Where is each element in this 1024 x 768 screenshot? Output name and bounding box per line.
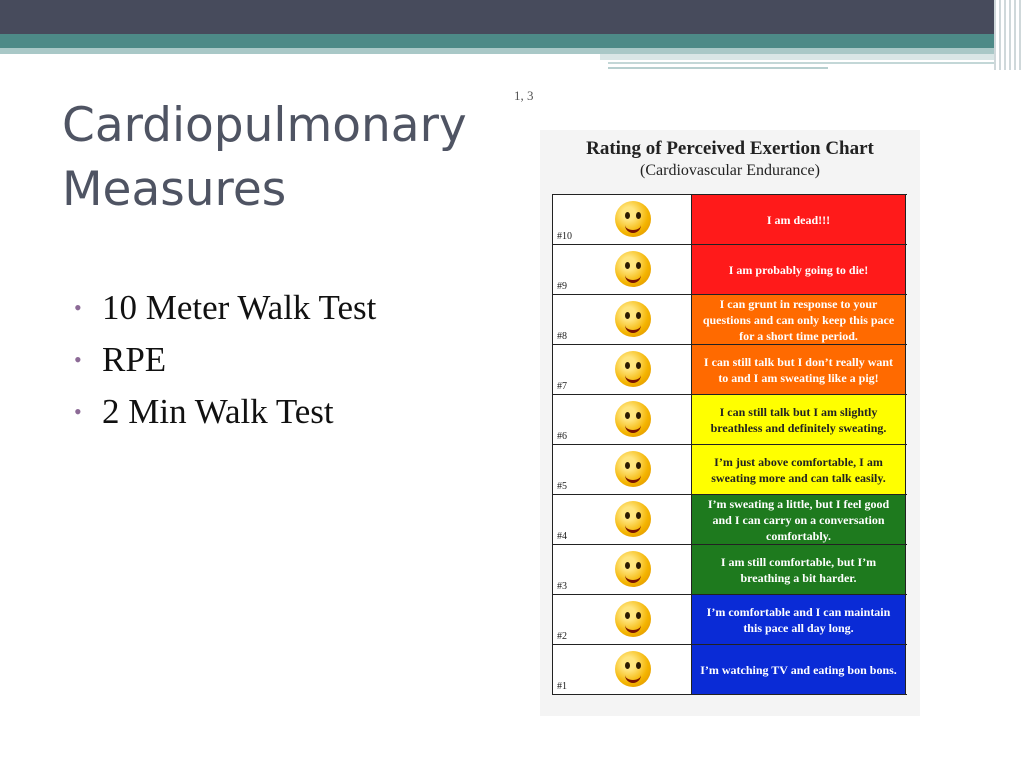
face-mouth [625,673,641,683]
emoji-face-icon [615,351,651,387]
bullet-list [74,282,376,438]
header-band-light-right [600,54,1024,60]
rpe-row [553,195,907,245]
rpe-level-cell [553,245,692,294]
emoji-face-icon [615,501,651,537]
face-eye [625,362,630,369]
face-mouth [625,523,641,533]
face-mouth [625,373,641,383]
face-eye [625,662,630,669]
bullet-icon: • [74,399,82,424]
rpe-description: I’m comfortable and I can maintain this pace all day long. [692,595,906,644]
face-mouth [625,423,641,433]
emoji-face-icon [615,401,651,437]
face-eye [636,512,641,519]
rpe-description: I’m sweating a little, but I feel good and I can carry on a conversation comfortably. [692,495,906,544]
rpe-level-cell [553,595,692,644]
emoji-face-icon [615,601,651,637]
header-band-teal [0,34,1024,48]
reference-superscript: 1, 3 [514,88,534,103]
rpe-level-number: #2 [557,631,567,642]
face-eye [636,562,641,569]
face-eye [625,512,630,519]
face-eye [636,362,641,369]
bullet-item: • RPE [74,334,376,386]
face-eye [625,312,630,319]
face-eye [636,462,641,469]
rpe-description: I’m just above comfortable, I am sweating more and can talk easily. [692,445,906,494]
bullet-item: • 2 Min Walk Test [74,386,376,438]
face-eye [636,262,641,269]
emoji-face-icon [615,251,651,287]
rpe-level-cell [553,345,692,394]
header-line [608,62,1024,64]
rpe-level-cell [553,445,692,494]
rpe-row [553,645,907,695]
rpe-level-cell [553,495,692,544]
rpe-level-number: #10 [557,231,572,242]
rpe-row [553,345,907,395]
rpe-description: I’m watching TV and eating bon bons. [692,645,906,694]
rpe-description: I am probably going to die! [692,245,906,294]
bullet-icon: • [74,295,82,320]
face-eye [625,462,630,469]
rpe-description: I am still comfortable, but I’m breathing a bit harder. [692,545,906,594]
face-mouth [625,623,641,633]
rpe-row [553,245,907,295]
emoji-face-icon [615,651,651,687]
rpe-level-cell [553,395,692,444]
face-eye [625,412,630,419]
rpe-level-number: #3 [557,581,567,592]
rpe-level-number: #8 [557,331,567,342]
header-line-short [608,67,828,69]
chart-subtitle: (Cardiovascular Endurance) [640,162,820,179]
face-eye [625,212,630,219]
emoji-face-icon [615,551,651,587]
rpe-chart [540,130,920,716]
face-eye [636,212,641,219]
slide-title: Cardiopulmonary Measures [62,98,467,217]
rpe-level-cell [553,295,692,344]
rpe-description: I can grunt in response to your questions and can only keep this pace for a short time period. [692,295,906,344]
emoji-face-icon [615,451,651,487]
rpe-level-number: #7 [557,381,567,392]
rpe-level-number: #1 [557,681,567,692]
bullet-item: • 10 Meter Walk Test [74,282,376,334]
bullet-icon: • [74,347,82,372]
face-eye [625,262,630,269]
rpe-level-number: #4 [557,531,567,542]
rpe-description: I can still talk but I am slightly breathless and definitely sweating. [692,395,906,444]
rpe-description: I am dead!!! [692,195,906,244]
rpe-row [553,545,907,595]
rpe-row [553,495,907,545]
face-eye [636,312,641,319]
chart-title: Rating of Perceived Exertion Chart [586,138,874,159]
face-mouth [625,573,641,583]
face-mouth [625,323,641,333]
rpe-level-cell [553,645,692,694]
rpe-row [553,395,907,445]
rpe-description: I can still talk but I don’t really want to and I am sweating like a pig! [692,345,906,394]
rpe-level-number: #5 [557,481,567,492]
face-eye [625,612,630,619]
rpe-level-number: #9 [557,281,567,292]
rpe-row [553,295,907,345]
rpe-level-cell [553,545,692,594]
face-eye [625,562,630,569]
emoji-face-icon [615,201,651,237]
face-eye [636,662,641,669]
emoji-face-icon [615,301,651,337]
face-mouth [625,273,641,283]
header-stripes [994,0,1024,70]
face-eye [636,612,641,619]
rpe-row [553,445,907,495]
face-eye [636,412,641,419]
face-mouth [625,223,641,233]
rpe-row [553,595,907,645]
header-band-dark [0,0,1024,34]
rpe-table [552,194,907,695]
face-mouth [625,473,641,483]
rpe-level-cell [553,195,692,244]
rpe-level-number: #6 [557,431,567,442]
